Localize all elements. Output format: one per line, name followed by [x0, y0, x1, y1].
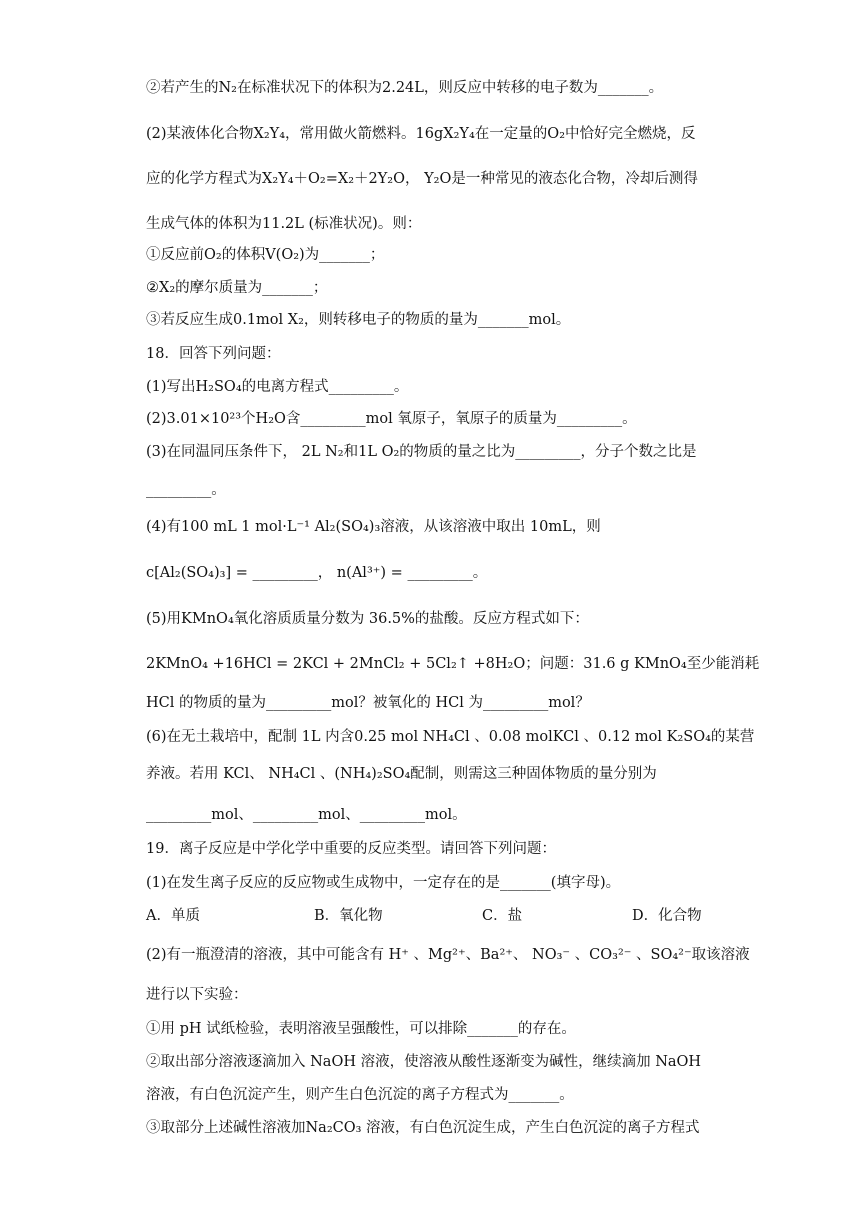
text-line: _________mol、_________mol、_________mol。 — [146, 807, 467, 823]
option-c: C．盐 — [482, 908, 523, 924]
text-line: 应的化学方程式为X₂Y₄＋O₂=X₂＋2Y₂O， Y₂O是一种常见的液态化合物，冷却后测得 — [146, 171, 698, 187]
text-line: ②取出部分溶液逐滴加入 NaOH 溶液，使溶液从酸性逐渐变为碱性，继续滴加 NaOH — [146, 1054, 702, 1070]
text-line: (2)某液体化合物X₂Y₄，常用做火箭燃料。16gX₂Y₄在一定量的O₂中恰好完全燃烧，反 — [146, 126, 696, 142]
text-line: (6)在无土栽培中，配制 1L 内含0.25 mol NH₄Cl 、0.08 molKCl 、0.12 mol K₂SO₄的某营 — [146, 729, 755, 745]
text-line: ①用 pH 试纸检验，表明溶液呈强酸性，可以排除_______的存在。 — [146, 1021, 576, 1037]
options-row — [146, 906, 740, 926]
text-line: _________。 — [146, 482, 226, 498]
text-line: 2KMnO₄ +16HCl = 2KCl + 2MnCl₂ + 5Cl₂↑ +8H₂O；问题：31.6 g KMnO₄至少能消耗 — [146, 656, 760, 672]
text-line: 溶液，有白色沉淀产生，则产生白色沉淀的离子方程式为_______。 — [146, 1087, 574, 1103]
text-line: ③若反应生成0.1mol X₂，则转移电子的物质的量为_______mol。 — [146, 312, 571, 328]
text-line: ②X₂的摩尔质量为_______； — [146, 280, 328, 296]
text-line: (1)写出H₂SO₄的电离方程式_________。 — [146, 379, 409, 395]
text-line: (2)有一瓶澄清的溶液，其中可能含有 H⁺ 、Mg²⁺、Ba²⁺、 NO₃⁻ 、CO₃²⁻ 、SO₄²⁻取该溶液 — [146, 947, 750, 963]
question-heading-19: 19．离子反应是中学化学中重要的反应类型。请回答下列问题： — [146, 841, 556, 857]
text-line: HCl 的物质的量为_________mol？被氧化的 HCl 为_________mol？ — [146, 695, 590, 711]
option-b: B．氧化物 — [314, 908, 383, 924]
option-a: A．单质 — [146, 908, 200, 924]
text-line: 生成气体的体积为11.2L (标准状况)。则： — [146, 216, 422, 232]
option-d: D．化合物 — [632, 908, 702, 924]
text-line: ③取部分上述碱性溶液加Na₂CO₃ 溶液，有白色沉淀生成，产生白色沉淀的离子方程式 — [146, 1120, 700, 1136]
text-line: ②若产生的N₂在标准状况下的体积为2.24L，则反应中转移的电子数为_______。 — [146, 80, 664, 96]
text-line: c[Al₂(SO₄)₃] = _________， n(Al³⁺) = _________。 — [146, 565, 488, 581]
text-line: (2)3.01×10²³个H₂O含_________mol 氧原子，氧原子的质量为_________。 — [146, 411, 637, 427]
text-line: ①反应前O₂的体积V(O₂)为_______； — [146, 247, 385, 263]
text-line: (4)有100 mL 1 mol·L⁻¹ Al₂(SO₄)₃溶液，从该溶液中取出 10mL，则 — [146, 519, 601, 535]
text-line: (1)在发生离子反应的反应物或生成物中，一定存在的是_______(填字母)。 — [146, 875, 621, 891]
text-line: 养液。若用 KCl、 NH₄Cl 、(NH₄)₂SO₄配制，则需这三种固体物质的量分别为 — [146, 766, 657, 782]
text-line: (5)用KMnO₄氧化溶质质量分数为 36.5%的盐酸。反应方程式如下： — [146, 611, 589, 627]
text-line: (3)在同温同压条件下， 2L N₂和1L O₂的物质的量之比为_________，分子个数之比是 — [146, 444, 697, 460]
question-heading-18: 18．回答下列问题： — [146, 346, 281, 362]
text-line: 进行以下实验： — [146, 987, 248, 1003]
